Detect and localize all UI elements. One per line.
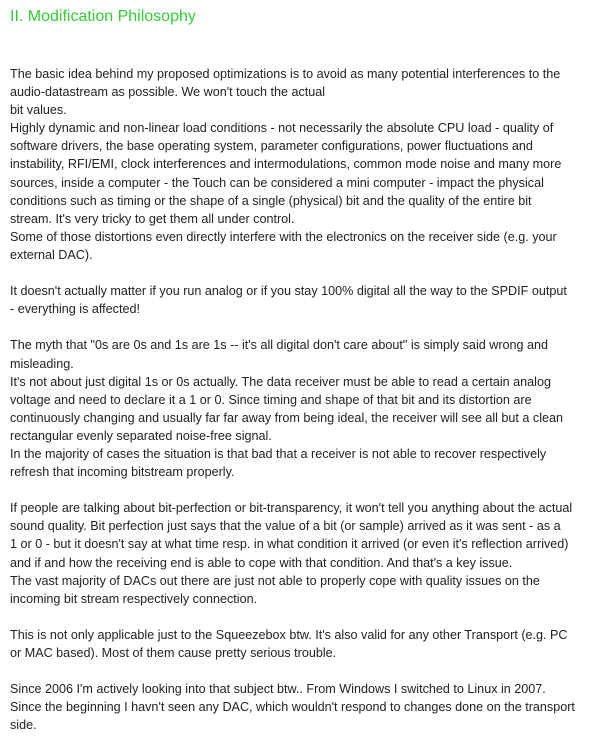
body-text [10,65,602,734]
text-line: Since 2006 I'm actively looking into that subject btw.. From Windows I switched to Linux in 2007. [10,682,546,697]
text-line: sound quality. Bit perfection just says that the value of a bit (or sample) arrived as it was sent - as a [10,519,561,534]
text-line: The myth that "0s are 0s and 1s are 1s -- it's all digital don't care about" is simply said wrong and [10,338,549,353]
text-line: The vast majority of DACs out there are just not able to properly cope with quality issues on the [10,573,540,588]
text-line: stream. It's very tricky to get them all under control. [10,211,295,226]
text-line: misleading. [10,356,74,371]
paragraph-4 [10,499,602,608]
text-line: or MAC based). Most of them cause pretty serious trouble. [10,646,337,660]
text-line: If people are talking about bit-perfection or bit-transparency, it won't tell you anything about the actual [10,501,573,516]
paragraph-gap [10,481,602,499]
text-line: In the majority of cases the situation is that bad that a receiver is not able to recover respectively [10,446,547,461]
paragraph-5 [10,626,602,662]
paragraph-3 [10,336,602,481]
text-line: instability, RFI/EMI, clock interferences and intermodulations, common mode noise and many more [10,157,562,172]
paragraph-gap [10,608,602,626]
text-line: The basic idea behind my proposed optimizations is to avoid as many potential interferences to the [10,67,561,81]
text-line: and if and how the receiving end is able to cope with that condition. And that's a key issue. [10,555,513,570]
text-line: This is not only applicable just to the Squeezebox btw. It's also valid for any other Transport (e.g. PC [10,627,568,642]
text-line: software drivers, the base operating system, parameter configurations, power fluctuations and [10,139,533,154]
text-line: sources, inside a computer - the Touch can be considered a mini computer - impact the physical [10,175,544,190]
text-line: conditions such as timing or the shape of a single (physical) bit and the quality of the entire bit [10,193,532,208]
text-line: refresh that incoming bitstream properly. [10,465,235,480]
text-line: - everything is affected! [10,302,140,317]
text-line: bit values. [10,103,67,118]
paragraph-gap [10,264,602,282]
text-line: voltage and need to declare it a 1 or 0. Since timing and shape of that bit and its distortion are [10,392,532,407]
text-line: side. [10,718,37,733]
text-line: incoming bit stream respectively connection. [10,591,258,606]
paragraph-2 [10,282,602,318]
text-line: continuously changing and usually far far away from being ideal, the receiver will see all but a clean [10,410,564,425]
text-line: 1 or 0 - but it doesn't say at what time resp. in what condition it arrived (or even it's reflection arrived) [10,537,569,552]
text-line: It doesn't actually matter if you run analog or if you stay 100% digital all the way to the SPDIF output [10,284,567,299]
paragraph-gap [10,318,602,336]
paragraph-gap [10,662,602,680]
text-line: rectangular evenly separated noise-free signal. [10,428,272,443]
text-line: Since the beginning I havn't seen any DAC, which wouldn't respond to changes done on the transport [10,700,575,715]
paragraph-1 [10,65,602,264]
section-heading: II. Modification Philosophy [10,8,196,25]
text-line: external DAC). [10,247,93,262]
text-line: Highly dynamic and non-linear load conditions - not necessarily the absolute CPU load - quality of [10,121,554,136]
paragraph-6 [10,680,602,734]
text-line: audio-datastream as possible. We won't touch the actual [10,85,326,100]
text-line: It's not about just digital 1s or 0s actually. The data receiver must be able to read a certain analog [10,374,551,389]
text-line: Some of those distortions even directly interfere with the electronics on the receiver side (e.g. your [10,229,557,244]
